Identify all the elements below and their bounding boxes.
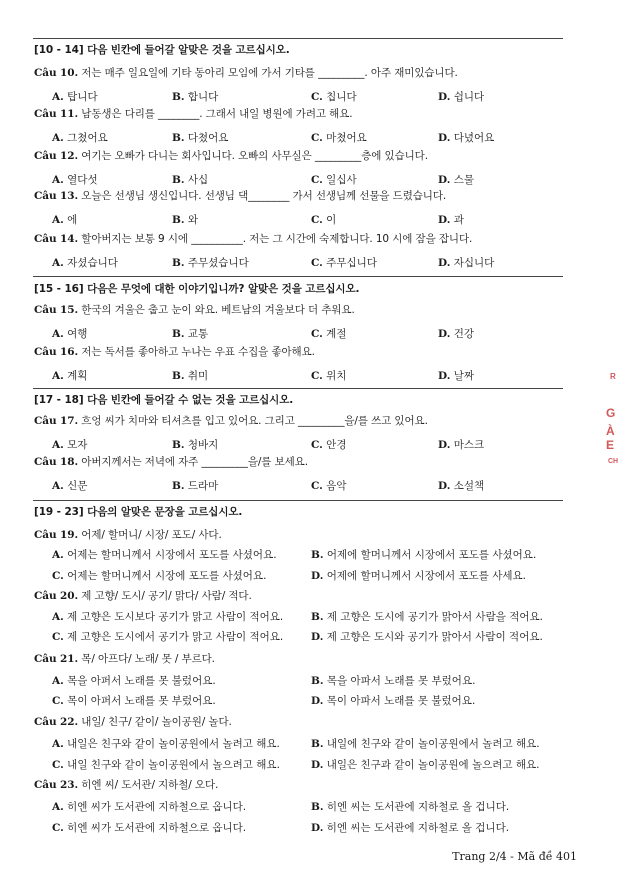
answer-option[interactable]	[52, 610, 283, 624]
answer-option[interactable]	[52, 369, 87, 383]
option-letter: B.	[172, 91, 185, 103]
option-text: 열다섯	[67, 174, 98, 186]
option-text: 내일은 친구과 같이 놀이공원에 놀으려고 해요.	[326, 759, 540, 771]
question	[34, 232, 472, 246]
question-text: 히엔 씨/ 도서관/ 지하철/ 오다.	[81, 779, 219, 791]
option-text: 어제에 할머니께서 시장에서 포도를 사세요.	[326, 570, 526, 582]
option-letter: C.	[311, 91, 323, 103]
option-text: 음악	[326, 480, 347, 492]
option-text: 내일은 친구와 같이 놀이공원에서 놀려고 해요.	[67, 738, 280, 750]
answer-option[interactable]	[52, 131, 108, 145]
page-footer: Trang 2/4 - Mã đề 401	[452, 850, 577, 863]
option-text: 자셨습니다	[67, 257, 118, 269]
option-letter: D.	[438, 328, 451, 340]
question	[34, 189, 446, 203]
option-text: 히엔 씨는 도서관에 지하철로 올 겁니다.	[326, 801, 510, 813]
option-letter: C.	[311, 174, 323, 186]
section-divider	[33, 38, 563, 39]
option-text: 신문	[67, 480, 88, 492]
question-number: Câu 18.	[34, 456, 79, 468]
question-text: 어제/ 할머니/ 시장/ 포도/ 사다.	[81, 529, 222, 541]
answer-option[interactable]	[52, 479, 87, 493]
option-text: 그쳤어요	[67, 132, 108, 144]
option-text: 히엔 씨가 도서관에 지하철으로 옵니다.	[67, 801, 247, 813]
answer-option[interactable]	[172, 369, 208, 383]
question-text: 여기는 오빠가 다니는 회사입니다. 오빠의 사무실은 _________층에 있습니다.	[81, 150, 428, 162]
question-number: Câu 17.	[34, 415, 79, 427]
question-number: Câu 12.	[34, 150, 79, 162]
answer-option[interactable]	[438, 438, 484, 452]
option-letter: D.	[438, 214, 451, 226]
answer-option[interactable]	[311, 630, 543, 644]
option-letter: D.	[438, 174, 451, 186]
option-letter: A.	[52, 214, 64, 226]
answer-option[interactable]	[311, 369, 346, 383]
option-letter: B.	[311, 611, 324, 623]
option-letter: C.	[52, 570, 64, 582]
answer-option[interactable]	[52, 758, 280, 772]
answer-option[interactable]	[52, 569, 266, 583]
option-letter: A.	[52, 132, 64, 144]
answer-option[interactable]	[438, 369, 474, 383]
answer-option[interactable]	[438, 90, 484, 104]
answer-option[interactable]	[311, 694, 475, 708]
question-text: 남동생은 다리를 ________. 그래서 내일 병원에 가려고 해요.	[81, 108, 353, 120]
option-text: 에	[67, 214, 78, 226]
option-letter: D.	[311, 822, 324, 834]
option-text: 취미	[187, 370, 209, 382]
answer-option[interactable]	[438, 479, 484, 493]
answer-option[interactable]	[52, 630, 283, 644]
answer-option[interactable]	[311, 327, 346, 341]
answer-option[interactable]	[311, 438, 346, 452]
question	[34, 414, 428, 428]
answer-option[interactable]	[311, 610, 543, 624]
option-text: 마쳤어요	[326, 132, 367, 144]
question-text: 내일/ 친구/ 같이/ 놀이공원/ 놀다.	[81, 716, 232, 728]
option-letter: A.	[52, 370, 64, 382]
option-letter: C.	[311, 257, 323, 269]
section-header: [10 - 14] 다음 빈칸에 들어갈 알맞은 것을 고르십시오.	[34, 44, 290, 56]
option-letter: B.	[311, 675, 324, 687]
question-number: Câu 22.	[34, 716, 79, 728]
answer-option[interactable]	[52, 548, 277, 562]
option-text: 어제에 할머니께서 시장에서 포도를 사셨어요.	[326, 549, 537, 561]
question-number: Câu 16.	[34, 346, 79, 358]
question	[34, 652, 215, 666]
option-letter: C.	[311, 328, 323, 340]
question-text: 저는 독서를 좋아하고 누나는 우표 수집을 좋아해요.	[81, 346, 315, 358]
question-text: 제 고향/ 도시/ 공기/ 맑다/ 사람/ 적다.	[81, 590, 252, 602]
question-text: 저는 매주 일요일에 기타 동아리 모임에 가서 기타를 _________. 아주 재미있습니다.	[81, 67, 458, 79]
option-letter: A.	[52, 549, 64, 561]
answer-option[interactable]	[311, 758, 539, 772]
question-text: 오늘은 선생님 생신입니다. 선생님 댁________ 가서 선생님께 선물을 드렸습니다.	[81, 190, 447, 202]
stamp-fragment: G	[606, 406, 616, 420]
option-text: 마스크	[453, 439, 485, 451]
answer-option[interactable]	[172, 327, 208, 341]
answer-option[interactable]	[172, 438, 218, 452]
option-text: 소설책	[453, 480, 485, 492]
question	[34, 303, 355, 317]
option-text: 과	[453, 214, 464, 226]
question-number: Câu 11.	[34, 108, 79, 120]
question	[34, 528, 222, 542]
question-number: Câu 20.	[34, 590, 79, 602]
answer-option[interactable]	[311, 569, 526, 583]
stamp-fragment: À E	[606, 424, 615, 452]
option-text: 제 고향은 도시에서 공기가 맑고 사람이 적어요.	[67, 631, 284, 643]
section-header: [15 - 16] 다음은 무엇에 대한 이야기입니까? 알맞은 것을 고르십시오.	[34, 283, 360, 295]
answer-option[interactable]	[311, 131, 367, 145]
section-header: [19 - 23] 다음의 알맞은 문장을 고르십시오.	[34, 506, 243, 518]
option-text: 일십사	[326, 174, 357, 186]
option-letter: C.	[52, 822, 64, 834]
option-letter: B.	[311, 738, 324, 750]
answer-option[interactable]	[311, 821, 509, 835]
answer-option[interactable]	[438, 173, 474, 187]
option-text: 내일 친구와 같이 놀이공원에서 놀으려고 해요.	[67, 759, 280, 771]
question	[34, 107, 352, 121]
section-divider	[33, 276, 563, 277]
option-letter: A.	[52, 328, 64, 340]
question	[34, 778, 218, 792]
option-text: 주무십니다	[326, 257, 377, 269]
option-text: 날짜	[453, 370, 475, 382]
option-text: 스물	[453, 174, 475, 186]
option-text: 제 고향은 도시에 공기가 맑아서 사람을 적어요.	[326, 611, 543, 623]
option-letter: B.	[172, 132, 185, 144]
option-letter: D.	[311, 631, 324, 643]
question-text: 아버지께서는 저녁에 자주 _________을/를 보세요.	[81, 456, 308, 468]
option-letter: C.	[52, 631, 64, 643]
stamp-fragment: CH	[608, 458, 619, 465]
option-letter: A.	[52, 439, 64, 451]
answer-option[interactable]	[52, 90, 98, 104]
option-letter: B.	[172, 328, 185, 340]
option-letter: C.	[52, 759, 64, 771]
option-text: 청바지	[187, 439, 219, 451]
option-text: 목을 아퍼서 노래를 못 불렀어요.	[67, 675, 216, 687]
answer-option[interactable]	[52, 173, 98, 187]
question	[34, 66, 458, 80]
option-text: 탑니다	[67, 91, 98, 103]
option-letter: D.	[438, 257, 451, 269]
option-letter: D.	[311, 759, 324, 771]
option-letter: A.	[52, 738, 64, 750]
answer-option[interactable]	[52, 438, 87, 452]
section-divider	[33, 500, 563, 501]
answer-option[interactable]	[52, 737, 280, 751]
answer-option[interactable]	[311, 737, 540, 751]
option-letter: B.	[172, 214, 185, 226]
option-letter: D.	[311, 570, 324, 582]
answer-option[interactable]	[311, 213, 336, 227]
option-text: 어제는 할머니께서 시장에 포도를 사셨어요.	[67, 570, 267, 582]
option-text: 합니다	[187, 91, 219, 103]
option-text: 쉽니다	[453, 91, 485, 103]
answer-option[interactable]	[52, 694, 216, 708]
option-text: 계절	[326, 328, 347, 340]
option-letter: B.	[172, 370, 185, 382]
answer-option[interactable]	[52, 800, 246, 814]
question-number: Câu 19.	[34, 529, 79, 541]
option-letter: C.	[311, 439, 323, 451]
option-letter: A.	[52, 174, 64, 186]
option-text: 다녔어요	[453, 132, 495, 144]
option-text: 히엔 씨는 도서관에 지하철로 올 겁니다.	[326, 822, 510, 834]
answer-option[interactable]	[52, 674, 216, 688]
option-letter: A.	[52, 257, 64, 269]
answer-option[interactable]	[52, 327, 87, 341]
option-letter: A.	[52, 611, 64, 623]
option-letter: D.	[311, 695, 324, 707]
option-text: 여행	[67, 328, 88, 340]
option-letter: B.	[172, 257, 185, 269]
option-letter: B.	[172, 174, 185, 186]
option-letter: C.	[311, 214, 323, 226]
option-letter: D.	[438, 480, 451, 492]
question-number: Câu 23.	[34, 779, 79, 791]
option-text: 칩니다	[326, 91, 357, 103]
answer-option[interactable]	[172, 479, 218, 493]
option-letter: A.	[52, 801, 64, 813]
option-text: 와	[187, 214, 199, 226]
answer-option[interactable]	[311, 256, 377, 270]
question-number: Câu 14.	[34, 233, 79, 245]
option-letter: C.	[52, 695, 64, 707]
question-text: 한국의 겨울은 춥고 눈이 와요. 베트남의 겨울보다 더 추워요.	[81, 304, 355, 316]
option-letter: B.	[311, 801, 324, 813]
option-letter: A.	[52, 675, 64, 687]
option-text: 제 고향은 도시와 공기가 맑아서 사람이 적어요.	[326, 631, 543, 643]
answer-option[interactable]	[172, 256, 249, 270]
answer-option[interactable]	[172, 131, 228, 145]
option-letter: D.	[438, 91, 451, 103]
question-number: Câu 13.	[34, 190, 79, 202]
question-text: 할아버지는 보통 9 시에 __________. 저는 그 시간에 숙제합니다. 10 시에 잠을 잡니다.	[81, 233, 473, 245]
option-text: 어제는 할머니께서 시장에서 포도를 사셨어요.	[67, 549, 277, 561]
stamp-fragment: R	[610, 372, 616, 381]
option-letter: D.	[438, 439, 451, 451]
answer-option[interactable]	[438, 256, 494, 270]
option-text: 목이 아퍼서 노래를 못 부렀어요.	[67, 695, 216, 707]
option-text: 위치	[326, 370, 347, 382]
option-text: 목이 아파서 노래를 못 불렀어요.	[326, 695, 476, 707]
answer-option[interactable]	[311, 90, 357, 104]
option-text: 모자	[67, 439, 88, 451]
answer-option[interactable]	[172, 173, 208, 187]
option-letter: B.	[172, 439, 185, 451]
question	[34, 589, 252, 603]
question-text: 흐엉 씨가 치마와 티셔츠를 입고 있어요. 그리고 _________을/를 쓰고 있어요.	[81, 415, 428, 427]
option-text: 계획	[67, 370, 88, 382]
option-text: 건강	[453, 328, 475, 340]
option-text: 주무셨습니다	[187, 257, 249, 269]
answer-option[interactable]	[438, 131, 494, 145]
option-letter: A.	[52, 91, 64, 103]
question	[34, 715, 232, 729]
option-letter: C.	[311, 132, 323, 144]
option-text: 히엔 씨가 도서관에 지하철으로 옵니다.	[67, 822, 247, 834]
question-text: 목/ 아프다/ 노래/ 못 / 부르다.	[81, 653, 215, 665]
answer-option[interactable]	[172, 213, 198, 227]
answer-option[interactable]	[311, 173, 357, 187]
option-text: 교통	[187, 328, 209, 340]
question-number: Câu 21.	[34, 653, 79, 665]
red-stamp	[603, 368, 619, 488]
question	[34, 455, 308, 469]
answer-option[interactable]	[311, 548, 536, 562]
question-number: Câu 10.	[34, 67, 79, 79]
option-text: 내일에 친구와 같이 놀이공원에서 놀려고 해요.	[326, 738, 540, 750]
option-letter: B.	[311, 549, 324, 561]
option-text: 드라마	[187, 480, 219, 492]
answer-option[interactable]	[311, 674, 475, 688]
option-letter: D.	[438, 132, 451, 144]
answer-option[interactable]	[311, 800, 509, 814]
option-text: 다쳤어요	[187, 132, 229, 144]
answer-option[interactable]	[52, 821, 246, 835]
option-text: 목을 아파서 노래를 못 부렀어요.	[326, 675, 476, 687]
option-text: 이	[326, 214, 337, 226]
option-text: 안경	[326, 439, 347, 451]
answer-option[interactable]	[438, 213, 464, 227]
question-number: Câu 15.	[34, 304, 79, 316]
answer-option[interactable]	[438, 327, 474, 341]
answer-option[interactable]	[311, 479, 346, 493]
option-text: 사십	[187, 174, 209, 186]
option-text: 제 고향은 도시보다 공기가 맑고 사람이 적어요.	[67, 611, 284, 623]
option-letter: B.	[172, 480, 185, 492]
option-letter: C.	[311, 370, 323, 382]
answer-option[interactable]	[52, 213, 77, 227]
question	[34, 345, 315, 359]
option-text: 자십니다	[453, 257, 495, 269]
answer-option[interactable]	[172, 90, 218, 104]
section-header: [17 - 18] 다음 빈칸에 들어갈 수 없는 것을 고르십시오.	[34, 394, 294, 406]
section-divider	[33, 388, 563, 389]
option-letter: C.	[311, 480, 323, 492]
answer-option[interactable]	[52, 256, 118, 270]
option-letter: A.	[52, 480, 64, 492]
question	[34, 149, 428, 163]
option-letter: D.	[438, 370, 451, 382]
